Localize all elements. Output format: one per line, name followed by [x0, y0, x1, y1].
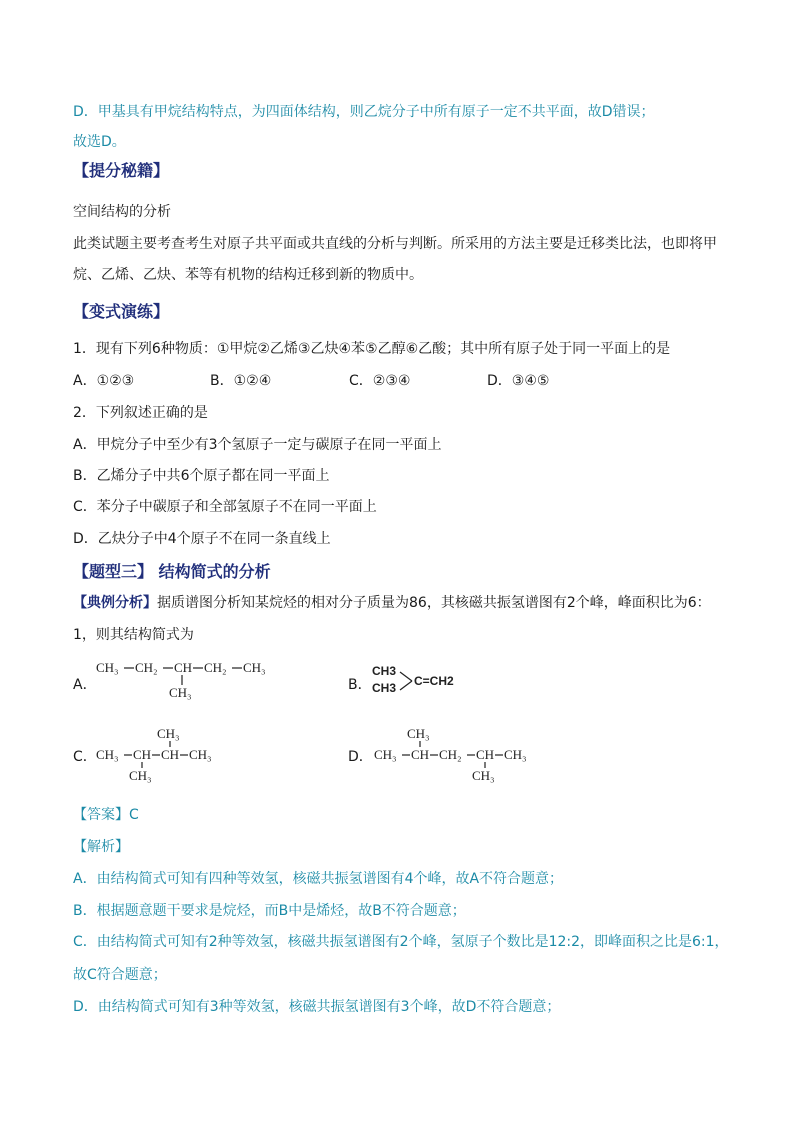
tips-topic: 空间结构的分析 [73, 204, 171, 220]
question-1-stem: 1．现有下列6种物质：①甲烷②乙烯③乙炔④苯⑤乙醇⑥乙酸；其中所有原子处于同一平面上的是 [73, 341, 671, 357]
bond [400, 681, 412, 690]
structure-d [374, 724, 544, 784]
struct-c-bottom: CH₃ [129, 768, 152, 783]
struct-d-atom-5: CH₃ [504, 747, 527, 762]
struct-c-atom-3: CH [161, 747, 180, 762]
struct-d-bottom: CH₃ [472, 768, 495, 783]
struct-c-atom-4: CH₃ [189, 747, 212, 762]
struct-option-d-label: D． [348, 749, 373, 765]
tips-body-2: 烷、乙烯、乙炔、苯等有机物的结构迁移到新的物质中。 [73, 267, 423, 283]
answer: 【答案】C [73, 807, 139, 823]
struct-d-atom-1: CH₃ [374, 747, 397, 762]
analysis-c-2: 故C符合题意； [73, 967, 167, 983]
struct-d-atom-2: CH [411, 747, 430, 762]
prev-conclusion: 故选D。 [73, 134, 126, 150]
struct-d-atom-3: CH₂ [439, 747, 462, 762]
tips-body-1: 此类试题主要考查考生对原子共平面或共直线的分析与判断。所采用的方法主要是迁移类比法，也即将甲 [73, 236, 717, 252]
structure-b [370, 662, 490, 700]
structure-c [96, 724, 226, 784]
question-2-stem: 2．下列叙述正确的是 [73, 405, 208, 421]
struct-a-atom-5: CH₃ [243, 660, 266, 675]
question-1-option-b: B．①②④ [210, 373, 272, 389]
example-label: 【典例分析】 [73, 595, 157, 611]
struct-option-c-label: C． [73, 749, 97, 765]
struct-a-atom-4: CH₂ [204, 660, 227, 675]
analysis-a: A．由结构简式可知有四种等效氢，核磁共振氢谱图有4个峰，故A不符合题意； [73, 871, 564, 887]
analysis-c-1: C．由结构简式可知有2种等效氢，核磁共振氢谱图有2个峰，氢原子个数比是12:2，即峰面积之比是6:1， [73, 934, 729, 950]
structure-a [96, 656, 276, 702]
struct-a-atom-3: CH [174, 660, 193, 675]
struct-a-branch: CH₃ [169, 685, 192, 700]
struct-c-atom-1: CH₃ [96, 747, 119, 762]
question-1-option-d: D．③④⑤ [487, 373, 550, 389]
struct-d-top: CH₃ [407, 726, 430, 741]
example-stem-2: 1，则其结构简式为 [73, 627, 194, 643]
question-2-option-c: C．苯分子中碳原子和全部氢原子不在同一平面上 [73, 499, 377, 515]
struct-d-atom-4: CH [476, 747, 495, 762]
question-2-option-a: A．甲烷分子中至少有3个氢原子一定与碳原子在同一平面上 [73, 437, 442, 453]
practice-heading: 【变式演练】 [73, 302, 170, 321]
analysis-label: 【解析】 [73, 839, 129, 855]
bond [400, 672, 412, 681]
struct-b-top: CH3 [372, 664, 397, 678]
struct-c-atom-2: CH [133, 747, 152, 762]
type3-heading: 【题型三】 结构简式的分析 [73, 562, 271, 581]
analysis-d: D．由结构简式可知有3种等效氢，核磁共振氢谱图有3个峰，故D不符合题意； [73, 999, 561, 1015]
analysis-b: B．根据题意题干要求是烷烃，而B中是烯烃，故B不符合题意； [73, 903, 466, 919]
tips-heading: 【提分秘籍】 [73, 161, 170, 180]
question-2-option-b: B．乙烯分子中共6个原子都在同一平面上 [73, 468, 330, 484]
struct-a-atom-1: CH₃ [96, 660, 119, 675]
question-1-option-c: C．②③④ [349, 373, 411, 389]
example-stem-1 [73, 594, 711, 612]
example-text-1: 据质谱图分析知某烷烃的相对分子质量为86，其核磁共振氢谱图有2个峰，峰面积比为6： [157, 595, 711, 611]
struct-b-bottom: CH3 [372, 681, 397, 695]
struct-a-atom-2: CH₂ [135, 660, 158, 675]
struct-c-top: CH₃ [157, 726, 180, 741]
prev-option-d: D．甲基具有甲烷结构特点，为四面体结构，则乙烷分子中所有原子一定不共平面，故D错误； [73, 104, 655, 120]
question-1-option-a: A．①②③ [73, 373, 135, 389]
question-2-option-d: D．乙炔分子中4个原子不在同一条直线上 [73, 531, 331, 547]
struct-option-a-label: A． [73, 677, 97, 693]
struct-b-right: C=CH2 [414, 674, 454, 688]
struct-option-b-label: B． [348, 677, 372, 693]
